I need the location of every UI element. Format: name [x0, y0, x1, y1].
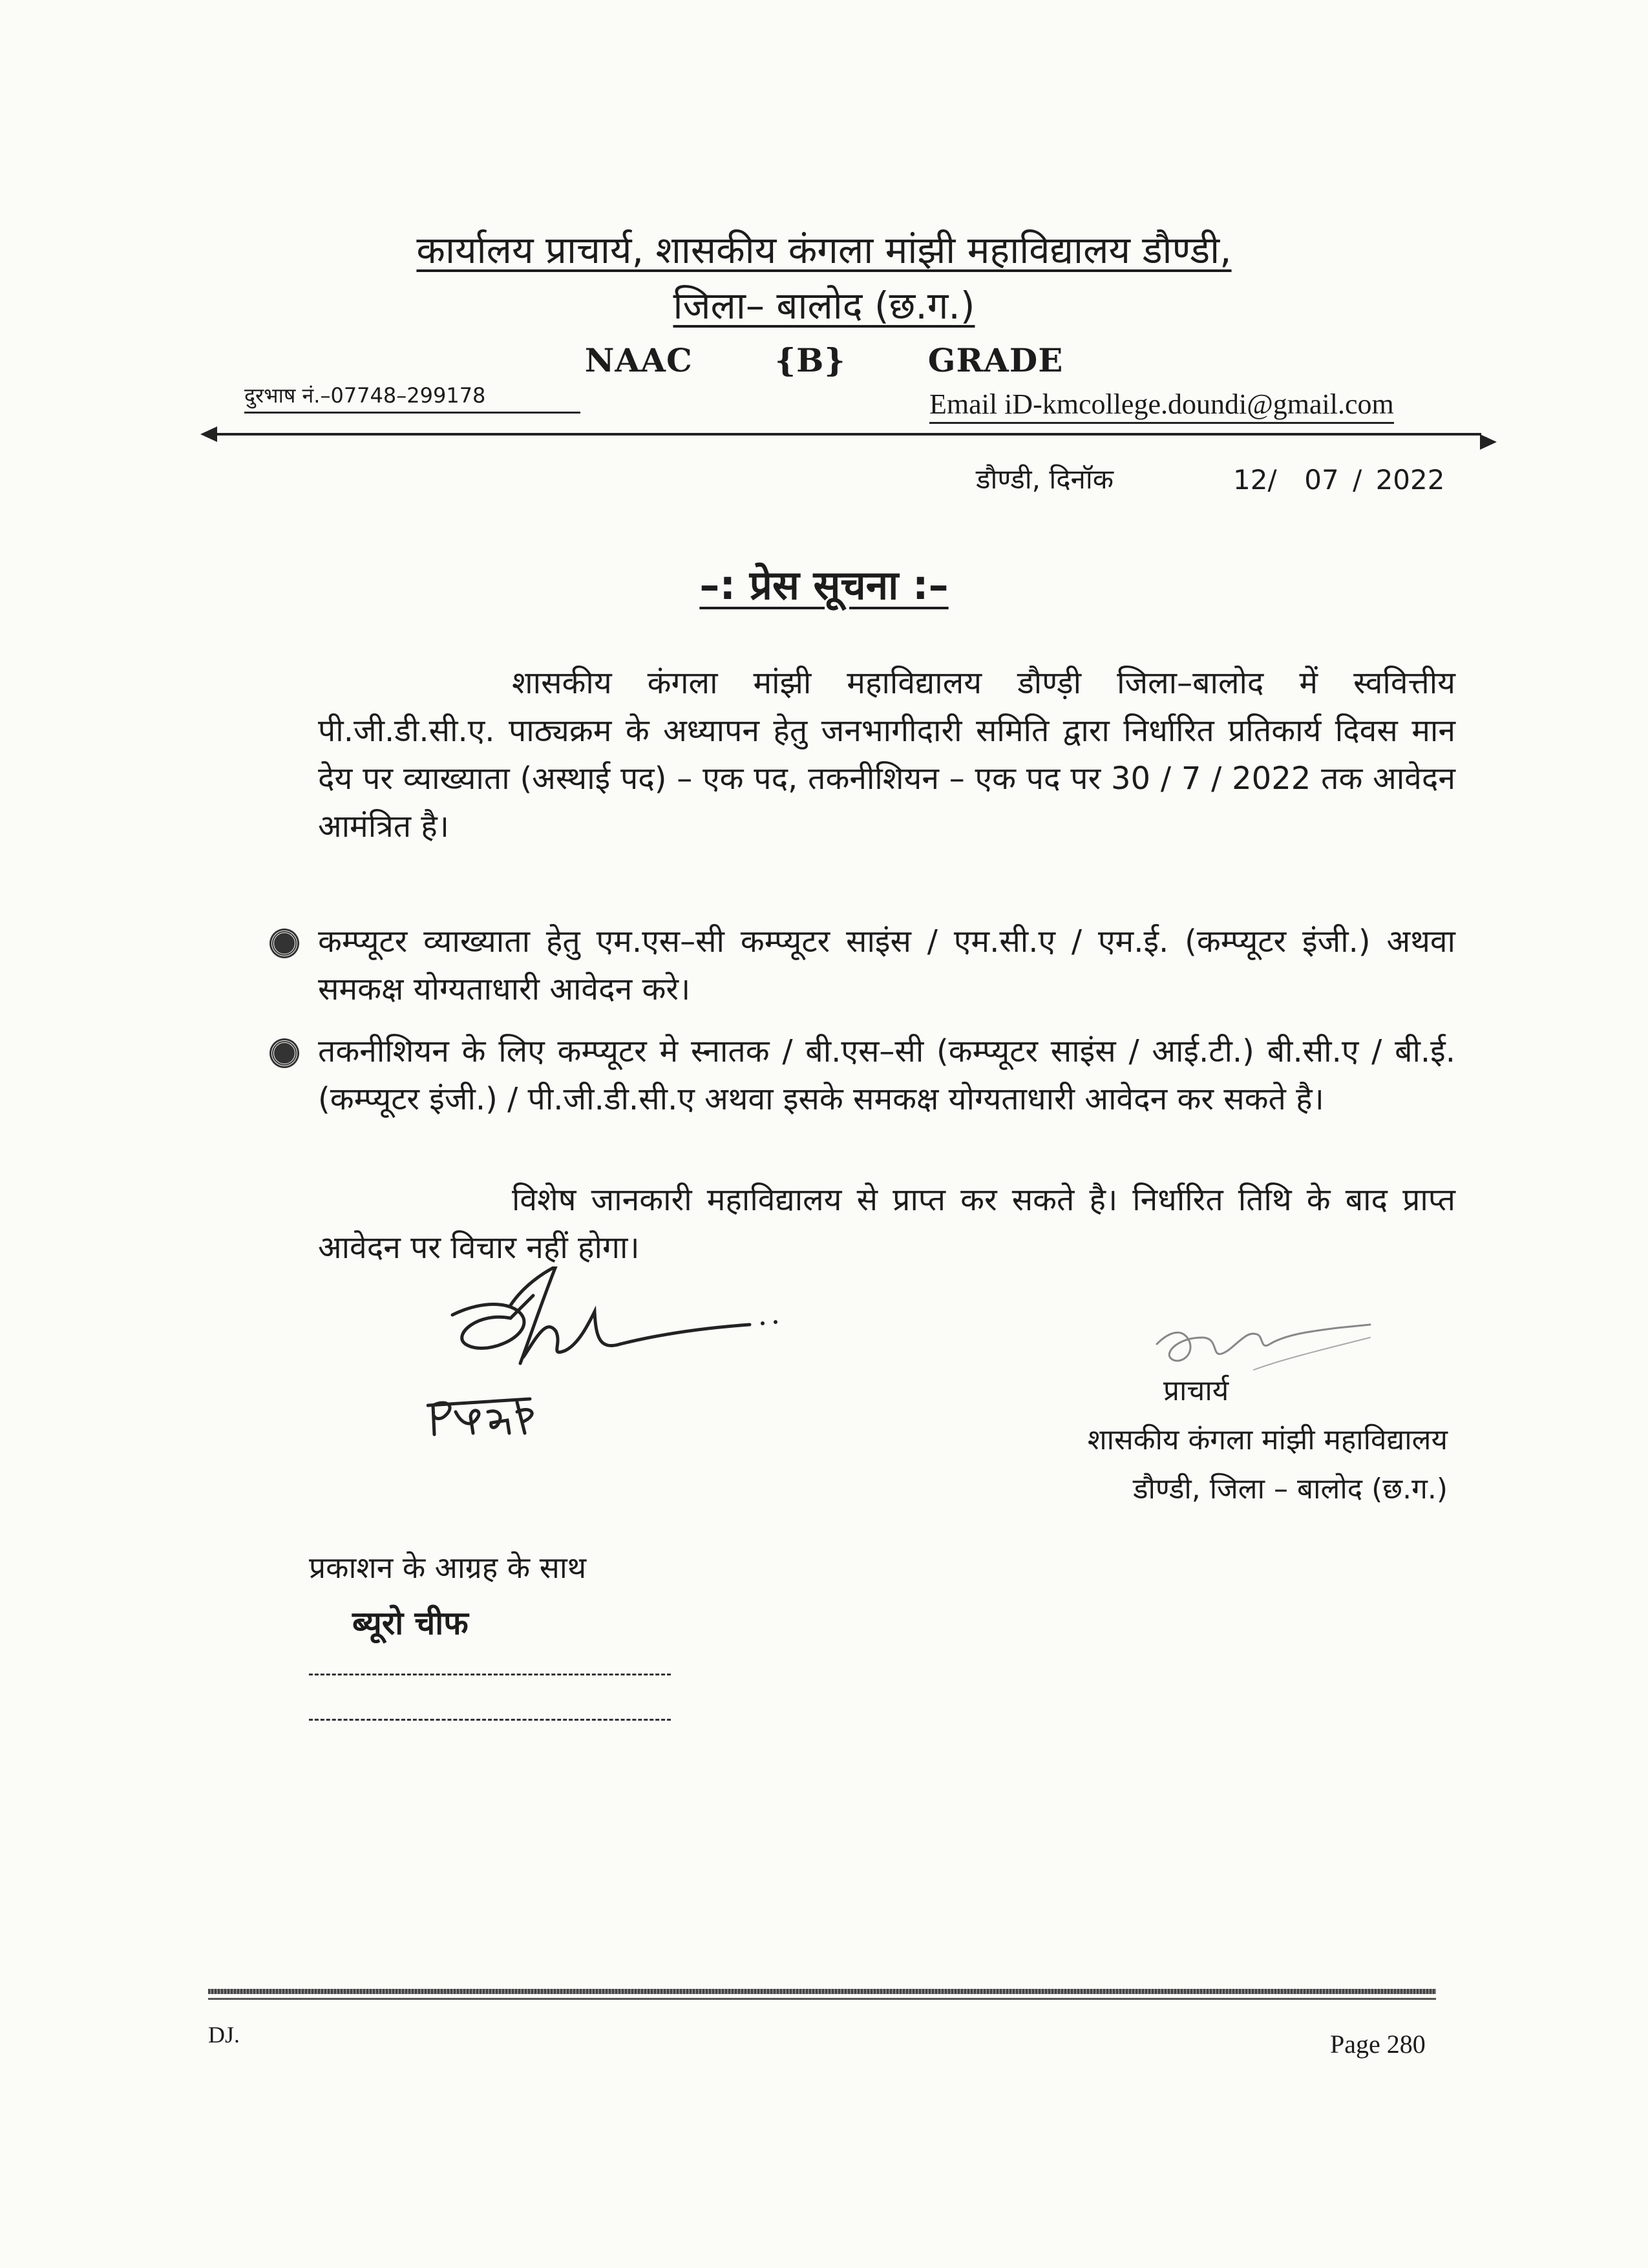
incharge-signature [427, 1266, 788, 1447]
place-date-label: डौण्डी, दिनॉक [976, 463, 1114, 495]
principal-college: शासकीय कंगला मांझी महाविद्यालय [1087, 1423, 1448, 1456]
district-heading: जिला– बालोद (छ.ग.) [673, 284, 975, 328]
list-item: कम्प्यूटर व्याख्याता हेतु एम.एस–सी कम्प्यूटर साइंस / एम.सी.ए / एम.ई. (कम्प्यूटर इंजी.) अथवा समकक्ष योग्यताधारी आवेदन करे। [318, 923, 1455, 1007]
list-item: तकनीशियन के लिए कम्प्यूटर मे स्नातक / बी.एस–सी (कम्प्यूटर साइंस / आई.टी.) बी.सी.ए / बी.ई. (कम्प्यूटर इंजी.) / पी.जी.डी.सी.ए अथवा इसके समकक्ष योग्यताधारी आवेदन कर सकते है। [318, 1033, 1455, 1117]
publish-note: प्रकाशन के आग्रह के साथ [309, 1550, 587, 1585]
principal-place: डौण्डी, जिला – बालोद (छ.ग.) [1132, 1473, 1448, 1506]
info-paragraph: विशेष जानकारी महाविद्यालय से प्राप्त कर सकते है। निर्धारित तिथि के बाद प्राप्त आवेदन पर विचार नहीं होगा। [318, 1182, 1455, 1266]
addressee: ब्यूरो चीफ [352, 1604, 469, 1642]
email-address: Email iD-kmcollege.doundi@gmail.com [929, 388, 1394, 424]
principal-title: प्राचार्य [1163, 1374, 1229, 1407]
footer-rule [208, 1998, 1436, 2000]
footer-initials: DJ. [208, 2022, 240, 2048]
bullet-icon [271, 1040, 297, 1066]
letterhead-divider [208, 433, 1481, 436]
bullet-icon [271, 930, 297, 956]
notice-paragraph: शासकीय कंगला मांझी महाविद्यालय डौण्ड़ी जिला–बालोद में स्ववित्तीय पी.जी.डी.सी.ए. पाठ्यक्रम के अध्यापन हेतु जनभागीदारी समिति द्वारा निर्धारित प्रतिकार्य दिवस मान देय पर व्याख्याता (अस्थाई पद) – एक पद, तकनीशियन – एक पद पर 30 / 7 / 2022 तक आवेदन आमंत्रित है। [318, 665, 1455, 845]
naac-grade: NAAC {B} GRADE [584, 341, 1064, 379]
arrow-right-icon [1480, 434, 1497, 450]
date-value: 12/ 07 / 2022 [1233, 464, 1445, 496]
office-heading: कार्यालय प्राचार्य, शासकीय कंगला मांझी महाविद्यालय डौण्डी, [416, 228, 1232, 272]
page-number: Page 280 [1330, 2030, 1426, 2059]
blank-line [309, 1719, 671, 1721]
footer-rule [208, 1989, 1436, 1994]
blank-line [309, 1674, 671, 1675]
press-notice-title: –: प्रेस सूचना :– [699, 562, 949, 609]
phone-number: दुरभाष नं.–07748–299178 [244, 381, 580, 414]
